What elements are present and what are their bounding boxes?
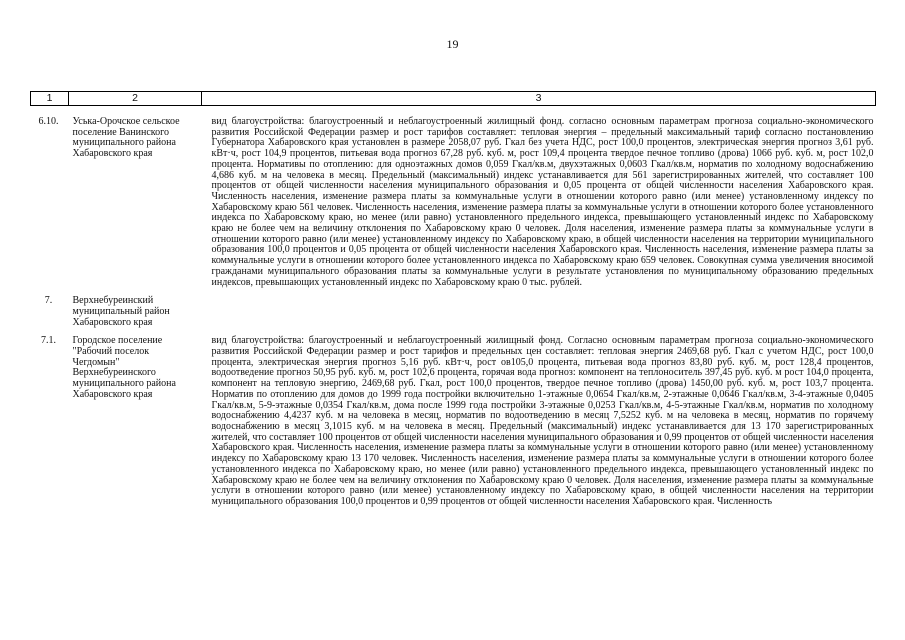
column-header-3: 3 (202, 92, 876, 106)
row-number: 7.1. (41, 335, 56, 347)
table-row (31, 288, 876, 328)
row-description: вид благоустройства: благоустроенный и неблагоустроенный жилищный фонд. согласно основным параметрам прогноза социально-экономического развития Российской Федерации размер и рост тарифов составляет: тепловая энергия – предельный максимальный тариф согласно постановлению Губернатора Хабаровского края установлен в размере 2058,07 руб. Гкал без учета НДС, рост 100,0 процентов, электрическая энергия прогноз 3,61 руб. кВт·ч, рост 104,9 процентов, питьевая вода прогноз 67,28 руб. куб. м, рост 109,4 процента твердое печное топливо (дрова) 1066 руб. куб. м, рост 102,0 процента. Нормативы по отоплению: для одноэтажных домов 0,059 Гкал/кв.м, двухэтажных 0,0603 Гкал/кв.м, норматив по холодному водоснабжению 4,686 куб. м на человека в месяц. Предельный (максимальный) индекс устанавливается для 561 зарегистрированных жителей, что составляет 100 процентов от общей численности населения муниципального образования и 0,05 процента от общей численности населения Хабаровского края. Численность населения, изменение размера платы за коммунальные услуги в отношении которого равно (или менее) установленному индексу по Хабаровскому краю 561 человек. Численность населения, изменение размера платы за коммунальные услуги в отношении которого более установленного индекса по Хабаровскому краю, но менее (или равно) установленного предельного индекса, превышающего установленный индекс по Хабаровскому краю не более чем на величину отклонения по Хабаровскому краю 0 человек. Доля населения, изменение размера платы за коммунальные услуги в отношении которого равно (или менее) установленному индексу по Хабаровскому краю, в общей численности населения на территории муниципального образования 100,0 процентов и 0,05 процента от общей численности населения Хабаровского края. Численность населения, изменение размера платы за коммунальные услуги в отношении которого более установленного индекса по Хабаровскому краю 659 человек. Совокупная сумма увеличения вносимой гражданами муниципального образования платы за коммунальные услуги в результате установления по муниципальному образованию предельных индексов, превышающих установленный индекс по Хабаровскому краю 0 тыс. рублей. (211, 116, 874, 288)
municipality-name: Уська-Орочское сельское поселение Ванинского муниципального района Хабаровского края (72, 116, 180, 160)
table-row (31, 328, 876, 507)
municipality-name: Городское поселение "Рабочий поселок Чегдомын" Верхнебуреинского муниципального района Хабаровского края (72, 335, 176, 400)
row-number: 6.10. (38, 116, 59, 127)
table-row (31, 106, 876, 289)
document-table (30, 91, 876, 508)
municipality-name: Верхнебуреинский муниципальный район Хабаровского края (72, 295, 170, 328)
table-header-row (31, 92, 876, 106)
row-description: вид благоустройства: благоустроенный и неблагоустроенный жилищный фонд. Согласно основным параметрам прогноза социально-экономического развития Российской Федерации размер и рост тарифов и предельных цен составляет: тепловая энергия 2469,68 руб. Гкал с учетом НДС, рост 100,0 процента, электрическая энергия прогноз 5,16 руб. кВт·ч, рост ов105,0 процента, питьевая вода прогноз 83,80 руб. куб. м, рост 128,4 процентов, водоотведение прогноз 50,95 руб. куб. м, рост 102,6 процента, горячая вода прогноз: компонент на теплоноситель 397,45 руб. куб. м рост 104,0 процента, компонент на тепловую энергию, 2469,68 руб. Гкал, рост 100,0 процентов, твердое печное топливо (дрова) 1450,00 руб. куб. м, рост 103,7 процента. Норматив по отоплению для домов до 1999 года постройки включительно 1-этажные 0,0654 Гкал/кв.м, 2-этажные 0,0646 Гкал/кв.м, 3-4-этажные 0,0405 Гкал/кв.м, 5-9-этажные 0,0354 Гкал/кв.м, дома после 1999 года постройки 3-этажные 0,0253 Гкал/кв.м, 4-5-этажные Гкал/кв.м, норматив по холодному водоснабжению 4,4237 куб. м на человека в месяц, норматив по водоотведению в месяц 7,5252 куб. м на человека в месяц, норматив по горячему водоснабжению в месяц 3,1015 куб. м на человека в месяц. Предельный (максимальный) индекс устанавливается для 13 170 зарегистрированных жителей, что составляет 100 процентов от общей численности населения муниципального образования и 0,99 процентов от общей численности населения Хабаровского края. Численность населения, изменение размера платы за коммунальные услуги в отношении которого равно (или менее) установленному индексу по Хабаровскому краю 13 170 человек. Численность населения, изменение размера платы за коммунальные услуги в отношении которого более установленного индекса по Хабаровскому краю, но менее (или равно) установленного предельного индекса, превышающего установленный индекс по Хабаровскому краю не более чем на величину отклонения по Хабаровскому краю 0 человек. Доля населения, изменение размера платы за коммунальные услуги в отношении которого равно (или менее) установленному индексу по Хабаровскому краю, в общей численности населения на территории муниципального образования 100,0 процентов и 0,99 процентов от общей численности населения Хабаровского края. Численность (211, 335, 874, 507)
page-number: 19 (446, 37, 459, 51)
row-number: 7. (44, 295, 53, 307)
row-description (202, 288, 876, 328)
column-header-1: 1 (31, 92, 69, 106)
column-header-2: 2 (69, 92, 202, 106)
